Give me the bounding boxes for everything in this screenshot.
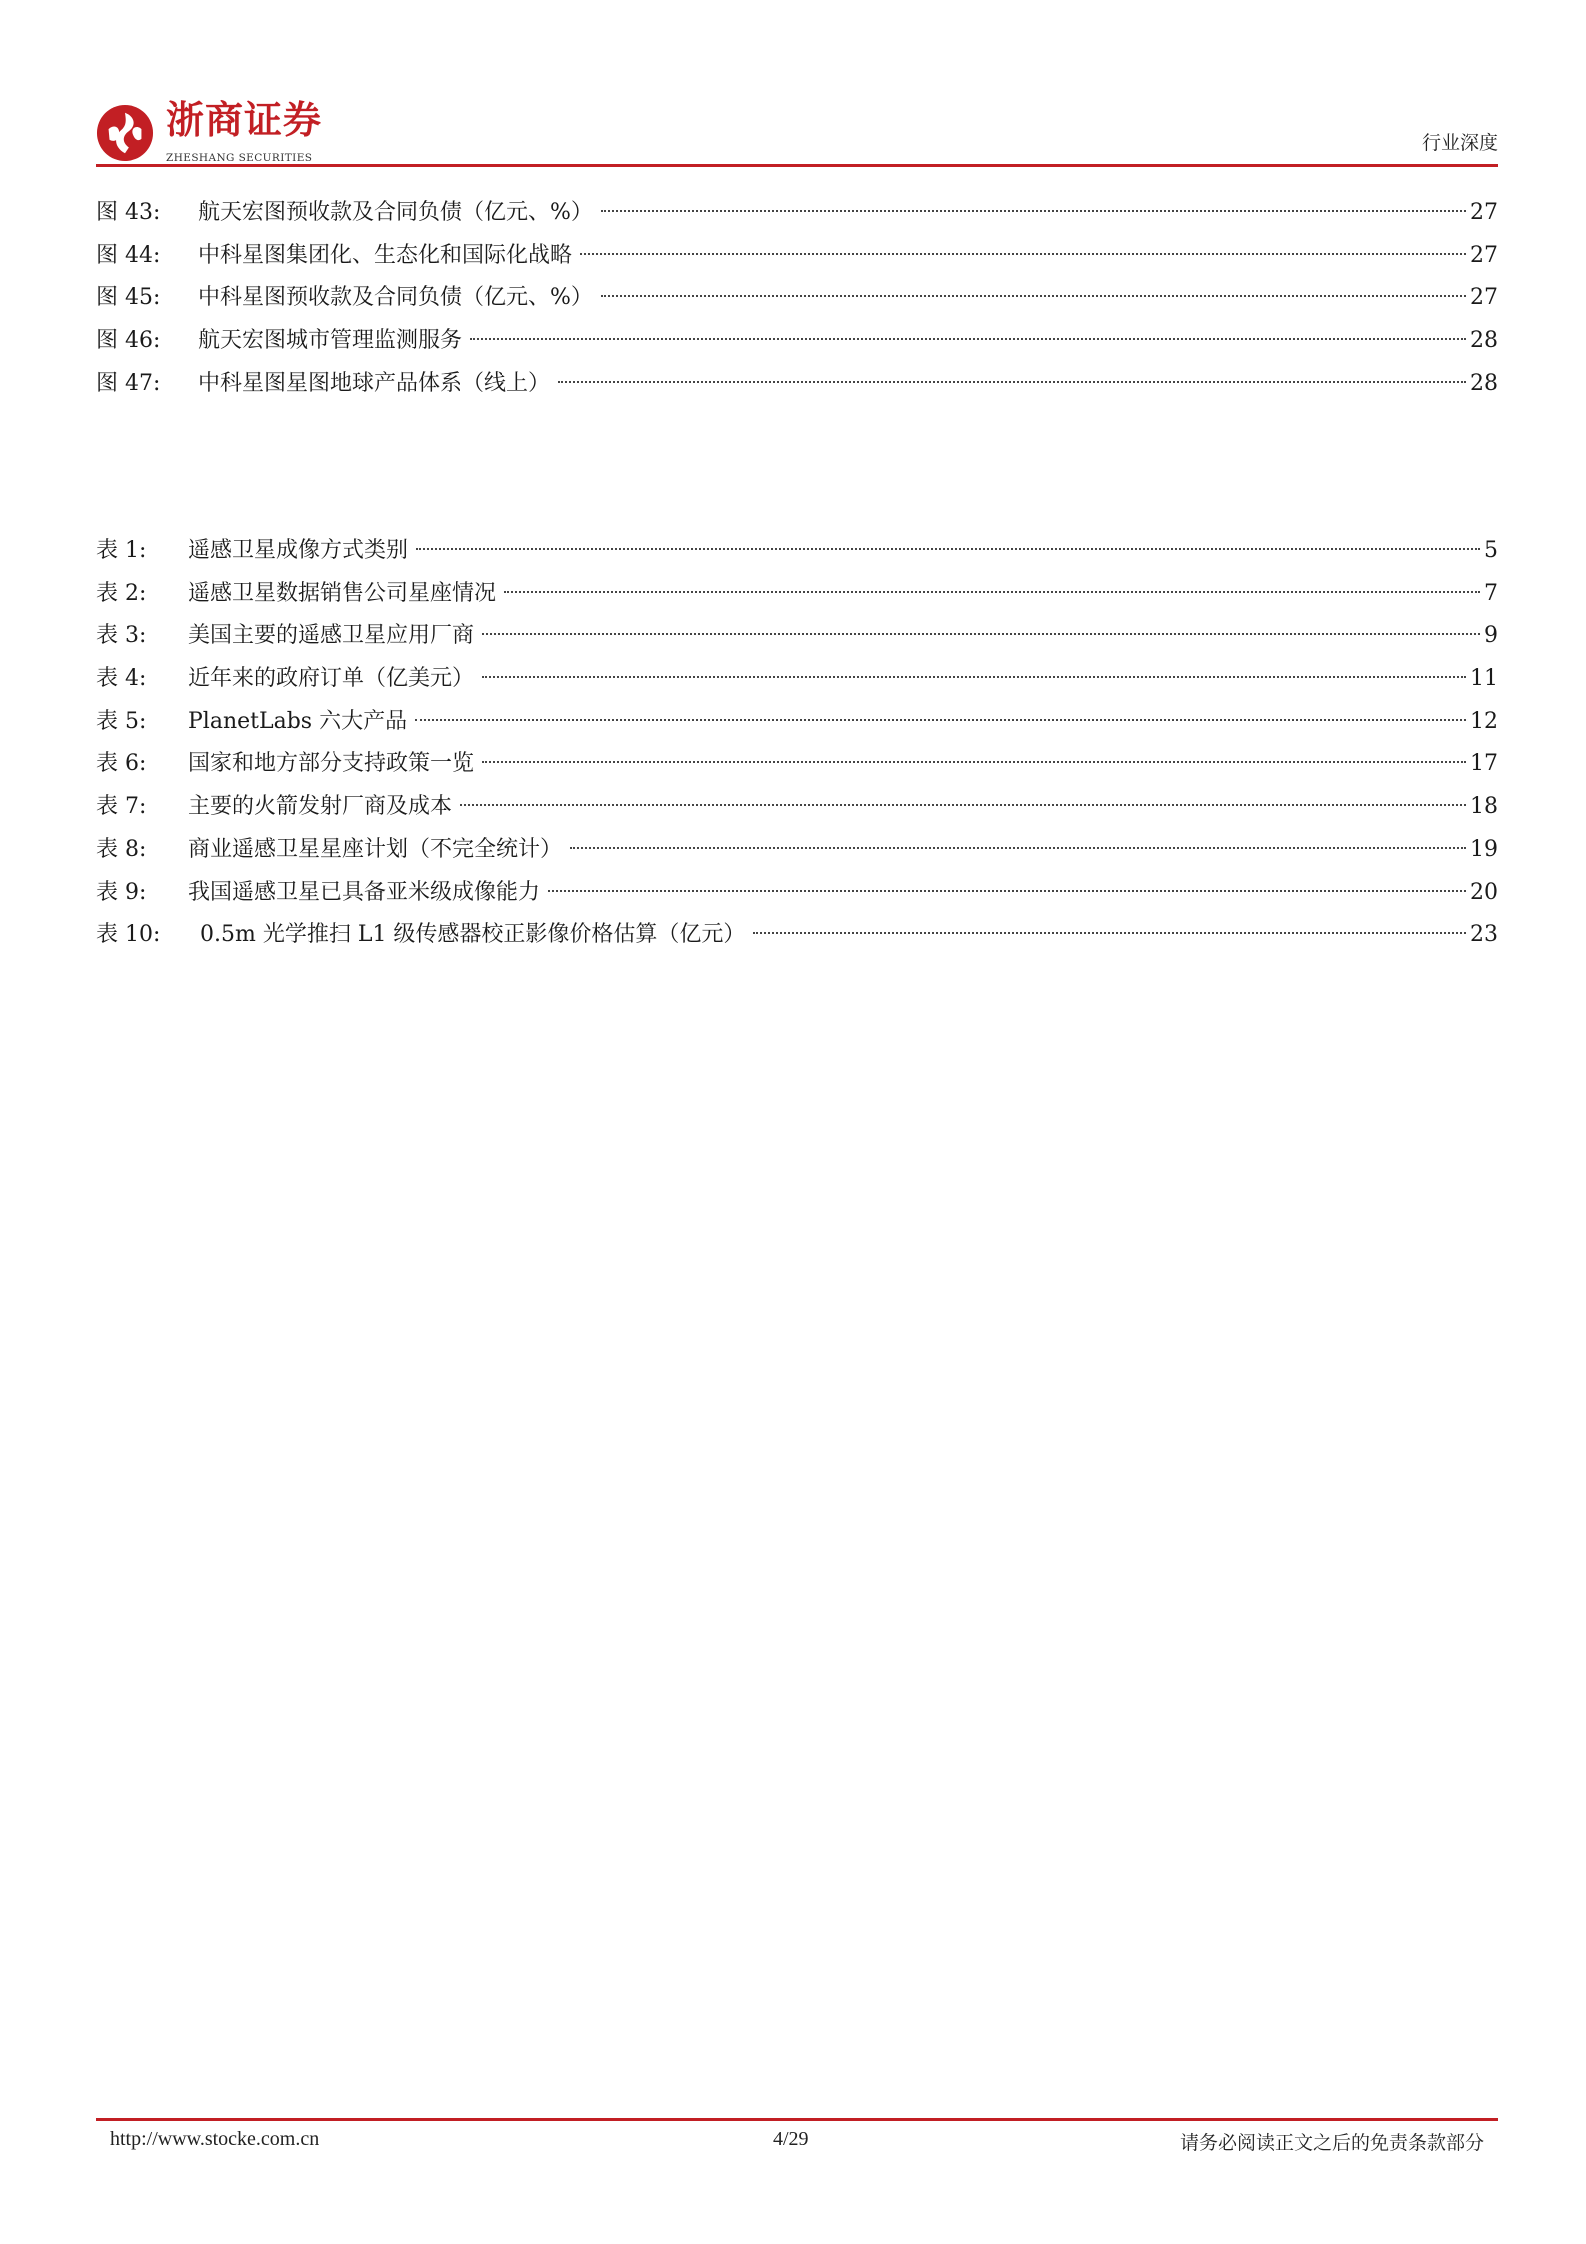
toc-row[interactable] bbox=[96, 829, 1498, 872]
toc-label: 图 43: bbox=[96, 200, 161, 225]
toc-leader-dots bbox=[601, 210, 1466, 212]
figures-toc bbox=[96, 192, 1498, 405]
toc-page-number[interactable]: 12 bbox=[1470, 708, 1498, 734]
toc-page-number[interactable]: 9 bbox=[1484, 623, 1498, 649]
toc-title[interactable]: 中科星图预收款及合同负债（亿元、%） bbox=[198, 285, 593, 311]
brand-name-cn: 浙商证券 bbox=[166, 98, 323, 142]
toc-leader-dots bbox=[601, 295, 1466, 297]
toc-page-number[interactable]: 28 bbox=[1470, 328, 1498, 354]
toc-label: 表 6: bbox=[96, 751, 147, 777]
toc-row[interactable] bbox=[96, 914, 1498, 957]
tables-toc bbox=[96, 530, 1498, 957]
toc-page-number[interactable]: 5 bbox=[1484, 538, 1498, 563]
toc-label: 表 8: bbox=[96, 836, 147, 862]
toc-row[interactable] bbox=[96, 530, 1498, 573]
toc-row[interactable] bbox=[96, 872, 1498, 915]
toc-title[interactable]: 0.5m 光学推扫 L1 级传感器校正影像价格估算（亿元） bbox=[200, 922, 746, 948]
toc-label: 图 46: bbox=[96, 328, 161, 354]
toc-title[interactable]: 遥感卫星成像方式类别 bbox=[188, 538, 409, 563]
toc-label: 图 47: bbox=[96, 370, 161, 396]
toc-label: 表 2: bbox=[96, 580, 147, 606]
toc-title[interactable]: 中科星图星图地球产品体系（线上） bbox=[198, 370, 551, 396]
toc-title[interactable]: 主要的火箭发射厂商及成本 bbox=[188, 794, 453, 820]
zheshang-logo-icon bbox=[96, 104, 154, 162]
toc-row[interactable] bbox=[96, 701, 1498, 744]
toc-leader-dots bbox=[460, 804, 1466, 806]
toc-leader-dots bbox=[570, 847, 1466, 849]
toc-page-number[interactable]: 20 bbox=[1470, 879, 1498, 905]
toc-row[interactable] bbox=[96, 192, 1498, 235]
toc-row[interactable] bbox=[96, 573, 1498, 616]
toc-label: 表 4: bbox=[96, 666, 147, 692]
toc-page-number[interactable]: 27 bbox=[1470, 285, 1498, 311]
toc-title[interactable]: 航天宏图城市管理监测服务 bbox=[198, 328, 463, 354]
toc-leader-dots bbox=[415, 719, 1466, 721]
toc-label: 表 3: bbox=[96, 623, 147, 649]
toc-page-number[interactable]: 11 bbox=[1470, 666, 1498, 692]
toc-leader-dots bbox=[504, 591, 1480, 593]
toc-row[interactable] bbox=[96, 743, 1498, 786]
page-header bbox=[0, 0, 1586, 172]
toc-leader-dots bbox=[470, 338, 1466, 340]
footer-divider bbox=[96, 2118, 1498, 2121]
toc-label: 表 9: bbox=[96, 879, 147, 905]
toc-leader-dots bbox=[482, 633, 1480, 635]
toc-row[interactable] bbox=[96, 235, 1498, 278]
toc-page-number[interactable]: 18 bbox=[1470, 794, 1498, 820]
header-divider bbox=[96, 164, 1498, 167]
toc-title[interactable]: 国家和地方部分支持政策一览 bbox=[188, 751, 475, 777]
report-type: 行业深度 bbox=[1421, 132, 1498, 154]
toc-label: 图 45: bbox=[96, 285, 161, 311]
toc-label: 表 1: bbox=[96, 538, 147, 563]
toc-page-number[interactable]: 19 bbox=[1470, 836, 1498, 862]
toc-row[interactable] bbox=[96, 320, 1498, 363]
toc-leader-dots bbox=[753, 932, 1466, 934]
footer-website-link[interactable]: http://www.stocke.com.cn bbox=[110, 2128, 320, 2150]
toc-page-number[interactable]: 23 bbox=[1470, 922, 1498, 948]
toc-page-number[interactable]: 27 bbox=[1470, 200, 1498, 225]
brand-name-en: ZHESHANG SECURITIES bbox=[166, 152, 313, 164]
toc-leader-dots bbox=[558, 381, 1466, 383]
toc-row[interactable] bbox=[96, 363, 1498, 406]
toc-leader-dots bbox=[416, 548, 1480, 550]
toc-row[interactable] bbox=[96, 786, 1498, 829]
toc-title[interactable]: 近年来的政府订单（亿美元） bbox=[188, 666, 475, 692]
toc-label: 表 5: bbox=[96, 708, 147, 734]
toc-title[interactable]: 遥感卫星数据销售公司星座情况 bbox=[188, 580, 497, 606]
toc-leader-dots bbox=[580, 253, 1466, 255]
toc-page-number[interactable]: 28 bbox=[1470, 370, 1498, 396]
toc-leader-dots bbox=[482, 761, 1466, 763]
footer-disclaimer: 请务必阅读正文之后的免责条款部分 bbox=[1179, 2132, 1484, 2154]
toc-page-number[interactable]: 27 bbox=[1470, 242, 1498, 268]
toc-row[interactable] bbox=[96, 658, 1498, 701]
toc-page-number[interactable]: 17 bbox=[1470, 751, 1498, 777]
toc-row[interactable] bbox=[96, 615, 1498, 658]
toc-label: 表 7: bbox=[96, 794, 147, 820]
toc-title[interactable]: 美国主要的遥感卫星应用厂商 bbox=[188, 623, 475, 649]
footer-page-number: 4/29 bbox=[773, 2128, 809, 2150]
toc-leader-dots bbox=[482, 676, 1466, 678]
toc-title[interactable]: 航天宏图预收款及合同负债（亿元、%） bbox=[198, 200, 593, 225]
toc-page-number[interactable]: 7 bbox=[1484, 580, 1498, 606]
toc-label: 表 10: bbox=[96, 922, 161, 948]
toc-label: 图 44: bbox=[96, 242, 161, 268]
toc-leader-dots bbox=[548, 890, 1466, 892]
toc-title[interactable]: 商业遥感卫星星座计划（不完全统计） bbox=[188, 836, 563, 862]
toc-title[interactable]: 中科星图集团化、生态化和国际化战略 bbox=[198, 242, 573, 268]
toc-title[interactable]: PlanetLabs 六大产品 bbox=[188, 708, 408, 734]
toc-row[interactable] bbox=[96, 277, 1498, 320]
toc-title[interactable]: 我国遥感卫星已具备亚米级成像能力 bbox=[188, 879, 541, 905]
